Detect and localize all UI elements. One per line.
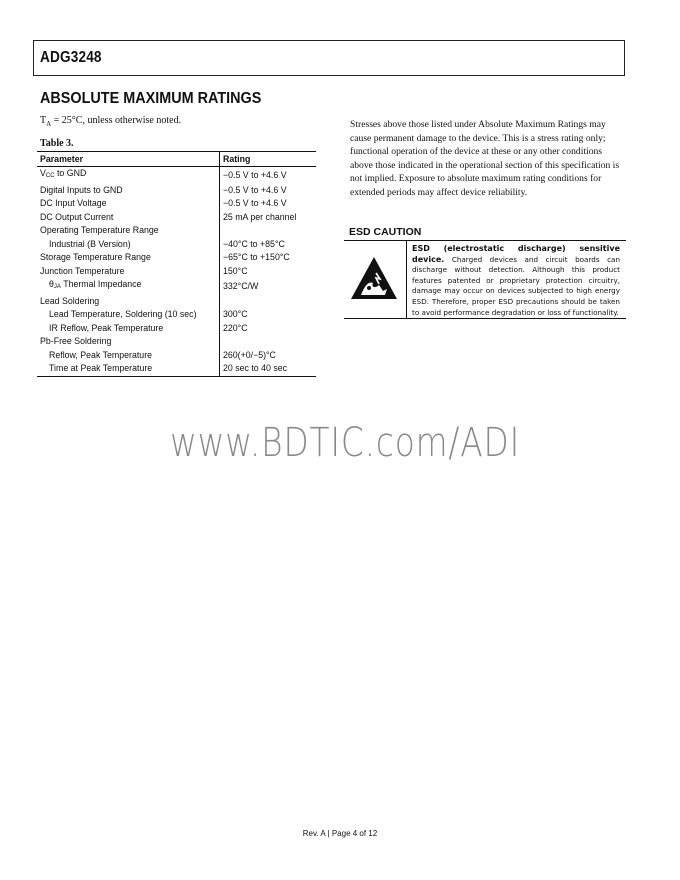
section-title: ABSOLUTE MAXIMUM RATINGS — [40, 90, 262, 107]
parameter-text-rest: to GND — [54, 168, 87, 178]
parameter-cell — [37, 362, 220, 376]
column-header-rating: Rating — [220, 152, 317, 167]
rating-cell — [220, 224, 317, 238]
table-row — [37, 308, 316, 322]
parameter-text: DC Output Current — [40, 211, 114, 222]
esd-caution-box — [344, 240, 626, 319]
table-caption: Table 3. — [40, 138, 74, 149]
parameter-text: Industrial (B Version) — [49, 238, 131, 249]
table-row — [37, 265, 316, 279]
page-footer: Rev. A | Page 4 of 12 — [302, 829, 378, 838]
parameter-cell — [37, 211, 220, 225]
parameter-text: Lead Soldering — [40, 295, 100, 306]
parameter-cell — [37, 308, 220, 322]
parameter-text: Lead Temperature, Soldering (10 sec) — [49, 309, 197, 319]
rating-cell: 300°C — [220, 308, 317, 322]
note-symbol: T — [40, 115, 47, 126]
esd-lead: ESD (electrostatic discharge) sensitive device. — [412, 244, 620, 264]
parameter-cell — [37, 265, 220, 279]
esd-title: ESD CAUTION — [349, 226, 422, 238]
table-row — [37, 224, 316, 238]
parameter-text: θ — [49, 279, 54, 289]
parameter-cell — [37, 295, 220, 309]
parameter-text: Pb-Free Soldering — [40, 336, 112, 346]
table-row — [37, 251, 316, 265]
note-text: = 25°C, unless otherwise noted. — [51, 115, 182, 126]
rating-cell: −40°C to +85°C — [220, 238, 317, 252]
table-row — [37, 295, 316, 309]
rating-cell — [220, 295, 317, 309]
parameter-text: Reflow, Peak Temperature — [49, 349, 153, 360]
esd-divider — [406, 241, 407, 318]
parameter-cell — [37, 349, 220, 363]
rating-cell: 332°C/W — [220, 278, 317, 295]
parameter-text: DC Input Voltage — [40, 198, 107, 208]
parameter-cell — [37, 167, 220, 184]
rating-cell: −0.5 V to +4.6 V — [220, 184, 317, 198]
parameter-text: Digital Inputs to GND — [40, 184, 123, 195]
parameter-cell — [37, 335, 220, 349]
stress-paragraph: Stresses above those listed under Absolute Maximum Ratings may cause permanent damage to the device. This is a stress rating only; functional operation of the device at these or any other conditions above those indicated in the operational section of this specification is not implied. Exposure to absolute maximum rating conditions for extended periods may affect device reliability. — [350, 119, 620, 198]
parameter-cell — [37, 184, 220, 198]
table-row — [37, 362, 316, 376]
part-number: ADG3248 — [40, 49, 102, 66]
parameter-text: V — [40, 168, 46, 178]
parameter-cell — [37, 251, 220, 265]
table-row — [37, 167, 316, 184]
ratings-body — [37, 167, 316, 377]
esd-body: Charged devices and circuit boards can discharge without detection. Although this product features patented or proprietary protection circuitry, damage may occur on devices subjected to high energy ESD. Therefore, proper ESD precautions should be taken to avoid performance degradation or loss of functionality. — [412, 254, 620, 317]
table-row — [37, 335, 316, 349]
table-row — [37, 197, 316, 211]
rating-cell: 260(+0/−5)°C — [220, 349, 317, 363]
table-header-row — [37, 152, 316, 167]
rating-cell: −65°C to +150°C — [220, 251, 317, 265]
table-row — [37, 238, 316, 252]
note-sub: A — [46, 120, 52, 128]
parameter-subscript: JA — [53, 284, 61, 290]
column-header-parameter: Parameter — [37, 152, 220, 167]
temperature-note — [40, 115, 181, 128]
parameter-text: Operating Temperature Range — [40, 225, 159, 235]
esd-warning-icon — [349, 255, 399, 301]
rating-cell: −0.5 V to +4.6 V — [220, 197, 317, 211]
table-row — [37, 322, 316, 336]
esd-text — [412, 244, 620, 318]
parameter-cell — [37, 238, 220, 252]
parameter-cell — [37, 197, 220, 211]
watermark: www.BDTIC.com/ADI — [170, 420, 521, 466]
rating-cell: −0.5 V to +4.6 V — [220, 167, 317, 184]
table-row — [37, 211, 316, 225]
rating-cell: 25 mA per channel — [220, 211, 317, 225]
parameter-text: Junction Temperature — [40, 265, 125, 276]
parameter-text: Time at Peak Temperature — [49, 363, 153, 373]
header-box — [33, 40, 625, 76]
rating-cell: 20 sec to 40 sec — [220, 362, 317, 376]
parameter-subscript: CC — [45, 173, 55, 179]
table-row — [37, 278, 316, 295]
ratings-table — [37, 151, 316, 377]
parameter-cell — [37, 322, 220, 336]
rating-cell: 220°C — [220, 322, 317, 336]
parameter-cell — [37, 224, 220, 238]
rating-cell — [220, 335, 317, 349]
parameter-text: IR Reflow, Peak Temperature — [49, 322, 164, 333]
rating-cell: 150°C — [220, 265, 317, 279]
table-row — [37, 349, 316, 363]
parameter-text: Storage Temperature Range — [40, 252, 151, 262]
parameter-cell — [37, 278, 220, 295]
table-row — [37, 184, 316, 198]
parameter-text-rest: Thermal Impedance — [60, 279, 142, 289]
